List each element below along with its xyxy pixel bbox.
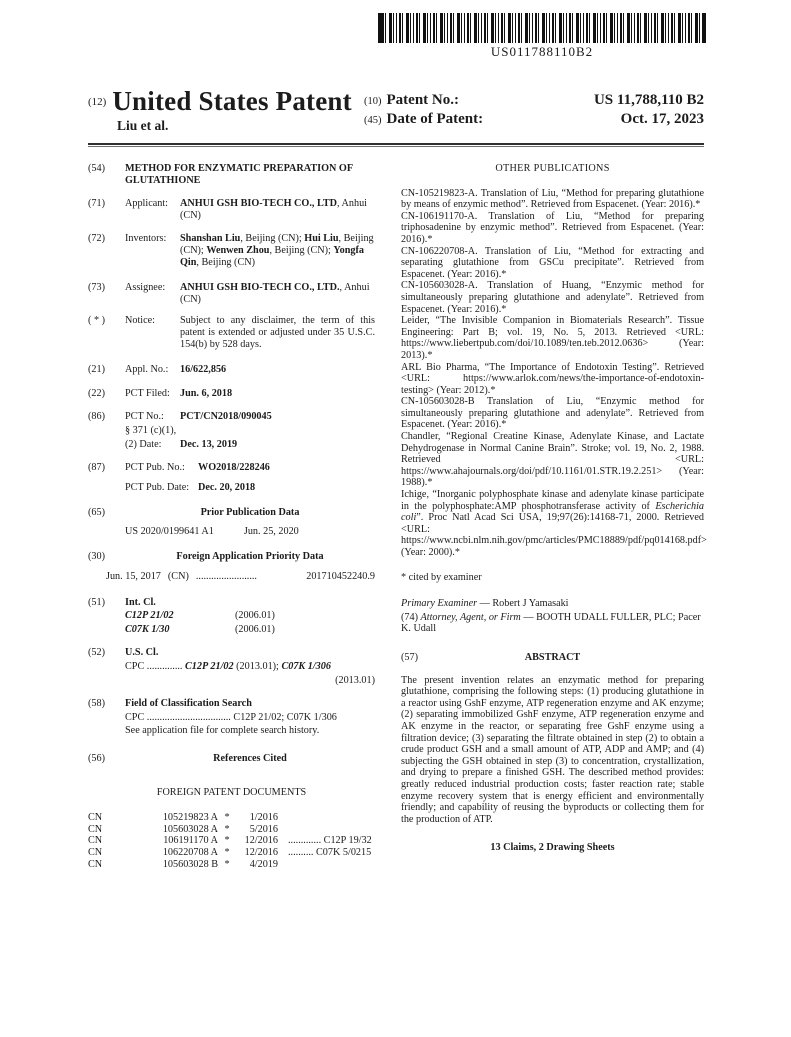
field-22-pct-filed [88, 388, 375, 400]
int-cl-class-1: C12P 21/02 [125, 610, 174, 622]
doc-number: 106220708 A [162, 846, 218, 858]
priority-dots: ........................ [195, 571, 257, 583]
right-column [401, 163, 707, 870]
doc-star: * [224, 823, 230, 835]
header-left [88, 86, 352, 134]
inventor-byline: Liu et al. [117, 118, 169, 133]
document-title-line [88, 86, 352, 117]
pct-371-line [125, 425, 375, 437]
citation: CN-105603028-B Translation of Liu, “Enzymic method for simultaneously preparing glutathione and adenylate”. Retrieved from Espacenet. (Year: 2016).* [401, 396, 704, 431]
patent-number-label: Patent No.: [386, 92, 459, 108]
content-columns [0, 147, 791, 870]
field-52-us-cl [88, 647, 375, 659]
doc-class: ............. C12P 19/32 [288, 835, 372, 847]
int-cl-heading: Int. Cl. [125, 596, 156, 608]
abstract-code: (57) [401, 651, 418, 663]
pct-pub-date-label: PCT Pub. Date: [125, 481, 190, 493]
table-row [88, 835, 375, 847]
table-row [88, 847, 375, 859]
field-71-applicant [88, 198, 375, 221]
doc-date: 12/2016 [244, 835, 278, 847]
foreign-docs-heading: FOREIGN PATENT DOCUMENTS [156, 786, 307, 798]
abstract-heading: ABSTRACT [524, 651, 581, 663]
doc-country: CN [88, 812, 103, 824]
us-cl-heading: U.S. Cl. [125, 647, 159, 659]
citations-list [401, 187, 707, 559]
field-21-appl-no [88, 364, 375, 376]
prior-pub-number: US 2020/0199641 A1 [125, 525, 214, 537]
pct-371-date-label: (2) Date: [125, 438, 162, 450]
appl-no-label: Appl. No.: [125, 364, 169, 376]
other-publications-heading: OTHER PUBLICATIONS [495, 163, 610, 174]
field-21-code: (21) [88, 364, 105, 376]
field-54-title [88, 163, 375, 186]
pct-filed-value: Jun. 6, 2018 [180, 387, 233, 399]
attorney-line: (74) Attorney, Agent, or Firm — BOOTH UDALL FULLER, PLC; Pacer K. Udall [401, 611, 701, 635]
citation: Leider, “The Invisible Companion in Biomaterials Research”. Tissue Engineering: Part B; vol. 19, No. 5, 2013. Retrieved <URL: https://www.liebertpub.com/doi/10.1089/ten.teb.2012.0636> (Year: 2013).* [401, 315, 704, 361]
table-row [88, 812, 375, 824]
cited-by-examiner-note: * cited by examiner [401, 571, 482, 583]
pct-pub-no-label: PCT Pub. No.: [125, 462, 185, 474]
int-cl-year-2: (2006.01) [235, 623, 275, 635]
doc-country: CN [88, 835, 103, 847]
field-51-code: (51) [88, 596, 105, 608]
assignee-value: ANHUI GSH BIO-TECH CO., LTD., Anhui (CN) [180, 282, 370, 305]
notice-label: Notice: [125, 315, 155, 327]
priority-date: Jun. 15, 2017 [106, 571, 161, 583]
pct-no-label: PCT No.: [125, 411, 164, 423]
doc-date: 12/2016 [244, 846, 278, 858]
pct-filed-label: PCT Filed: [125, 387, 170, 399]
doc-star: * [224, 835, 230, 847]
int-cl-year-1: (2006.01) [235, 610, 275, 622]
table-row [88, 859, 375, 871]
field-56-code: (56) [88, 753, 105, 764]
prior-pub-line [125, 526, 375, 538]
field-72-code: (72) [88, 233, 105, 245]
doc-star: * [224, 812, 230, 824]
patent-number-value: US 11,788,110 B2 [593, 92, 704, 108]
citation: CN-105603028-A. Translation of Huang, “Enzymic method for simultaneously preparing glutathione and adenylate”. Retrieved from Espacenet. (Year: 2016).* [401, 280, 704, 315]
primary-examiner-line: Primary Examiner — Robert J Yamasaki [401, 598, 569, 610]
citation: CN-106191170-A. Translation of Liu, “Method for preparing triphosadenine by enzymic method”. Retrieved from Espacenet. (Year: 2016).* [401, 210, 704, 245]
citation: Chandler, “Regional Creatine Kinase, Adenylate Kinase, and Lactate Dehydrogenase in Normal Canine Brain”. Stroke; vol. 19, No. 2, 1988. Retrieved <URL: https://www.ahajournals.org/doi/pdf/10.1161/01.STR.19.2.251> (Year: 1988).* [401, 431, 704, 489]
prior-pub-heading: Prior Publication Data [200, 507, 300, 519]
references-heading: References Cited [213, 753, 287, 764]
patent-number-code: (10) [364, 96, 382, 107]
claims-summary: 13 Claims, 2 Drawing Sheets [490, 842, 615, 854]
search-note-text: See application file for complete search history. [125, 725, 320, 737]
field-54-code: (54) [88, 163, 105, 174]
field-58-search [88, 698, 375, 710]
field-72-inventors [88, 233, 375, 268]
field-65-prior-pub [88, 507, 375, 519]
search-cpc-line [125, 712, 375, 724]
barcode-block [378, 13, 706, 60]
doc-star: * [224, 846, 230, 858]
field-87-code: (87) [88, 462, 105, 474]
doc-date: 1/2016 [249, 812, 278, 824]
priority-number: 201710452240.9 [306, 571, 375, 583]
notice-text: Subject to any disclaimer, the term of this patent is extended or adjusted under 35 U.S.C. 154(b) by 528 days. [180, 315, 375, 350]
citation: CN-106220708-A. Translation of Liu, “Method for extracting and separating glutathione from GSCu precipitate”. Retrieved from Espacenet. (Year: 2016).* [401, 245, 704, 280]
abstract-text: The present invention relates an enzymatic method for preparing glutathione, comprising the following steps: (1) producing glutathione in a reactor using GshF enzyme, ATP regeneration enzyme and AK enzyme; (2) separating immobilized GshF enzyme, ATP regeneration enzyme and AK enzyme in the reactor, or separating free GshF enzyme using a filtration device; (3) separating the filtrate obtained in step (2) to obtain a crude product GSH and a small amount of ATP, ADP and AMP; and (4) subjecting the GSH obtained in step (3) to concentration, crystallization, and drying to prepare a finished GSH. The described method provides: greatly reduced industrial production costs; faster reaction rate; stable enzyme recovery system that is energy efficient and environmentally friendly; and capability of reusing the byproducts or collecting them for the production of ATP. [401, 674, 704, 825]
search-cpc-text: CPC ................................. C12P 21/02; C07K 1/306 [125, 711, 337, 723]
foreign-priority-line [106, 571, 375, 583]
int-cl-class-2: C07K 1/30 [125, 623, 170, 635]
field-73-code: (73) [88, 282, 105, 294]
int-cl-entry-1 [125, 610, 375, 622]
inventors-label: Inventors: [125, 233, 167, 245]
doc-country: CN [88, 858, 103, 870]
doc-number: 105603028 B [162, 858, 218, 870]
patent-date-code: (45) [364, 115, 382, 126]
doc-date: 5/2016 [249, 823, 278, 835]
int-cl-entry-2 [125, 624, 375, 636]
pct-pub-date-line [125, 482, 375, 494]
field-87-pct-pub-no [88, 462, 375, 474]
doc-star: * [224, 858, 230, 870]
inventors-value: Shanshan Liu, Beijing (CN); Hui Liu, Beijing (CN); Wenwen Zhou, Beijing (CN); Yongfa Qin, Beijing (CN) [180, 233, 374, 268]
barcode-icon [378, 13, 706, 43]
header-right [364, 86, 704, 134]
field-56-references [88, 753, 375, 765]
left-column [88, 163, 375, 870]
field-71-code: (71) [88, 198, 105, 210]
doc-number: 105219823 A [162, 812, 218, 824]
search-heading: Field of Classification Search [125, 698, 252, 710]
us-cl-cpc-text: CPC .............. C12P 21/02 (2013.01); C07K 1/306 [125, 661, 331, 673]
field-65-code: (65) [88, 507, 105, 519]
us-cl-year-line [125, 675, 375, 687]
priority-country: (CN) [167, 571, 189, 583]
doc-country: CN [88, 823, 103, 835]
notice-code: ( * ) [88, 315, 105, 327]
appl-no-value: 16/622,856 [180, 364, 227, 376]
citation: Ichige, “Inorganic polyphosphate kinase and adenylate kinase participate in the polyphosphate:AMP phosphotransferase activity of Escherichia coli”. Proc Natl Acad Sci USA, 19;97(26):14168-71, 2000. Retrieved <URL: https://www.ncbi.nlm.nih.gov/pmc/articles/PMC18889/pdf/pq014168.pdf> (Year: 2000).* [401, 489, 707, 558]
field-51-int-cl [88, 597, 375, 609]
us-cl-cpc-line [125, 661, 375, 673]
doc-number: 106191170 A [163, 835, 218, 847]
doc-date: 4/2019 [249, 858, 278, 870]
doc-class: .......... C07K 5/0215 [288, 846, 372, 858]
field-86-code: (86) [88, 411, 105, 423]
patent-date-value: Oct. 17, 2023 [620, 111, 704, 127]
patent-date-row [364, 111, 704, 128]
abstract-header [401, 652, 704, 664]
foreign-priority-heading: Foreign Application Priority Data [176, 551, 324, 563]
foreign-docs-table [88, 812, 375, 870]
kind-code: (12) [88, 96, 107, 108]
doc-number: 105603028 A [162, 823, 218, 835]
pct-no-value: PCT/CN2018/090045 [180, 411, 272, 423]
pct-pub-no-value: WO2018/228246 [198, 462, 270, 474]
field-58-code: (58) [88, 698, 105, 710]
barcode-number: US011788110B2 [490, 44, 594, 59]
field-30-foreign-priority [88, 551, 375, 563]
patent-date-label: Date of Patent: [386, 111, 484, 127]
pct-371-date-value: Dec. 13, 2019 [180, 438, 238, 450]
field-notice [88, 315, 375, 350]
pct-371-date-line [125, 439, 375, 451]
us-cl-year: (2013.01) [335, 674, 375, 686]
applicant-value: ANHUI GSH BIO-TECH CO., LTD, Anhui (CN) [180, 198, 367, 221]
field-30-code: (30) [88, 551, 105, 563]
search-note-line [125, 725, 375, 737]
citation: ARL Bio Pharma, “The Importance of Endotoxin Testing”. Retrieved <URL: https://www.arlok.com/news/the-importance-of-endotoxin-testing> (Year: 2012).* [401, 361, 704, 396]
citation: CN-105219823-A. Translation of Liu, “Method for preparing glutathione by means of enzymic method”. Retrieved from Espacenet. (Year: 2016).* [401, 187, 704, 211]
pct-371-text: § 371 (c)(1), [125, 424, 177, 436]
field-73-assignee [88, 282, 375, 305]
prior-pub-date: Jun. 25, 2020 [243, 525, 299, 537]
field-52-code: (52) [88, 647, 105, 659]
field-86-pct-no [88, 411, 375, 423]
page-title: United States Patent [112, 86, 352, 116]
table-row [88, 824, 375, 836]
applicant-label: Applicant: [125, 198, 169, 210]
patent-number-row [364, 92, 704, 109]
invention-title: METHOD FOR ENZYMATIC PREPARATION OF GLUTATHIONE [125, 163, 353, 186]
field-22-code: (22) [88, 387, 105, 399]
pct-pub-date-value: Dec. 20, 2018 [198, 481, 256, 493]
assignee-label: Assignee: [125, 282, 166, 294]
doc-country: CN [88, 846, 103, 858]
